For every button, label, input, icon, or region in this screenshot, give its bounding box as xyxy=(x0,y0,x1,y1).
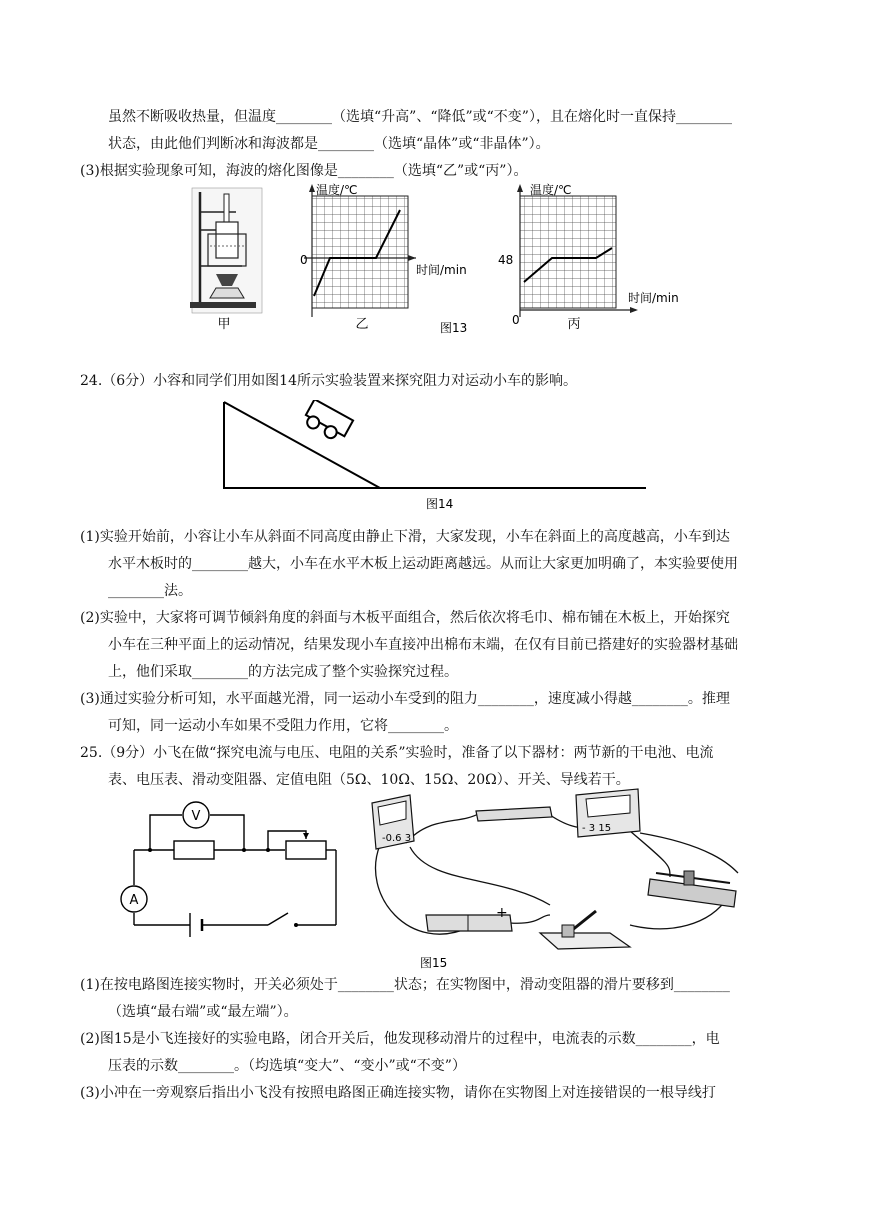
svg-text:48: 48 xyxy=(498,253,514,267)
figure-15 xyxy=(110,785,760,970)
svg-text:温度/℃: 温度/℃ xyxy=(316,183,358,197)
physical-circuit xyxy=(372,789,738,949)
svg-text:- 3 15: - 3 15 xyxy=(582,823,612,834)
text-line: 表、电压表、滑动变阻器、定值电阻（5Ω、10Ω、15Ω、20Ω）、开关、导线若干。 xyxy=(108,772,630,788)
text-line: 小车在三种平面上的运动情况，结果发现小车直接冲出棉布末端，在仅有目前已搭建好的实验器材基础 xyxy=(108,637,738,653)
figure-13 xyxy=(180,182,700,340)
text-line: (2)实验中，大家将可调节倾斜角度的斜面与木板平面组合，然后依次将毛巾、棉布铺在木板上，开始探究 xyxy=(80,610,730,626)
text-line: (3)通过实验分析可知，水平面越光滑，同一运动小车受到的阻力________，速度减小得越________。推理 xyxy=(80,691,730,707)
text-line: (3)小冲在一旁观察后指出小飞没有按照电路图正确连接实物，请你在实物图上对连接错误的一根导线打 xyxy=(80,1085,716,1101)
ammeter-symbol xyxy=(121,886,147,912)
svg-text:+: + xyxy=(496,905,508,921)
text-line: 可知，同一运动小车如果不受阻力作用，它将________。 xyxy=(108,718,458,734)
text-line: (1)在按电路图连接实物时，开关必须处于________状态；在实物图中，滑动变阻器的滑片要移到________ xyxy=(80,977,730,993)
svg-text:0: 0 xyxy=(300,253,308,267)
svg-text:0: 0 xyxy=(512,313,520,327)
svg-text:甲: 甲 xyxy=(217,317,231,332)
figure-14-caption: 图14 xyxy=(426,497,454,511)
text-line: (3)根据实验现象可知，海波的熔化图像是________（选填“乙”或“丙”）。 xyxy=(80,163,528,179)
text-line: 水平木板时的________越大，小车在水平木板上运动距离越远。从而让大家更加明确了，本实验要使用 xyxy=(108,556,738,572)
figure-13-caption: 图13 xyxy=(440,321,468,335)
graph-bing xyxy=(498,182,679,332)
svg-text:V: V xyxy=(191,809,201,824)
svg-text:时间/min: 时间/min xyxy=(628,291,679,305)
question-25-title: 25.（9分）小飞在做“探究电流与电压、电阻的关系”实验时，准备了以下器材：两节新的干电池、电流 xyxy=(80,745,714,761)
voltmeter-symbol xyxy=(183,802,209,828)
battery-device xyxy=(426,905,512,931)
ammeter-device xyxy=(372,795,414,849)
question-24-title: 24.（6分）小容和同学们用如图14所示实验装置来探究阻力对运动小车的影响。 xyxy=(80,373,577,389)
svg-text:-0.6 3: -0.6 3 xyxy=(382,833,412,844)
cart xyxy=(302,400,354,444)
figure-14 xyxy=(220,400,650,515)
text-line: (2)图15是小飞连接好的实验电路，闭合开关后，他发现移动滑片的过程中，电流表的示数________，电 xyxy=(80,1031,720,1047)
text-line: (1)实验开始前，小容让小车从斜面不同高度由静止下滑，大家发现，小车在斜面上的高度越高，小车到达 xyxy=(80,529,730,545)
rheostat-device xyxy=(648,871,736,907)
text-line: 状态，由此他们判断冰和海波都是________（选填“晶体”或“非晶体”）。 xyxy=(108,136,550,152)
apparatus-jia xyxy=(190,188,262,332)
text-line: 上，他们采取________的方法完成了整个实验探究过程。 xyxy=(108,664,458,680)
svg-text:温度/℃: 温度/℃ xyxy=(530,183,572,197)
text-line: ________法。 xyxy=(108,583,192,599)
switch-device xyxy=(540,911,630,949)
text-line: 压表的示数________。（均选填“变大”、“变小”或“不变”） xyxy=(108,1058,466,1074)
svg-text:A: A xyxy=(129,893,139,908)
text-line: （选填“最右端”或“最左端”）。 xyxy=(108,1004,298,1020)
text-line: 虽然不断吸收热量，但温度________（选填“升高”、“降低”或“不变”），且在熔化时一直保持________ xyxy=(108,109,732,125)
voltmeter-device xyxy=(576,789,640,837)
svg-text:丙: 丙 xyxy=(567,317,581,332)
fixed-resistor-device xyxy=(476,807,552,821)
figure-15-caption: 图15 xyxy=(420,956,448,970)
svg-text:时间/min: 时间/min xyxy=(416,263,467,277)
graph-yi xyxy=(300,182,467,332)
svg-text:乙: 乙 xyxy=(355,317,369,332)
